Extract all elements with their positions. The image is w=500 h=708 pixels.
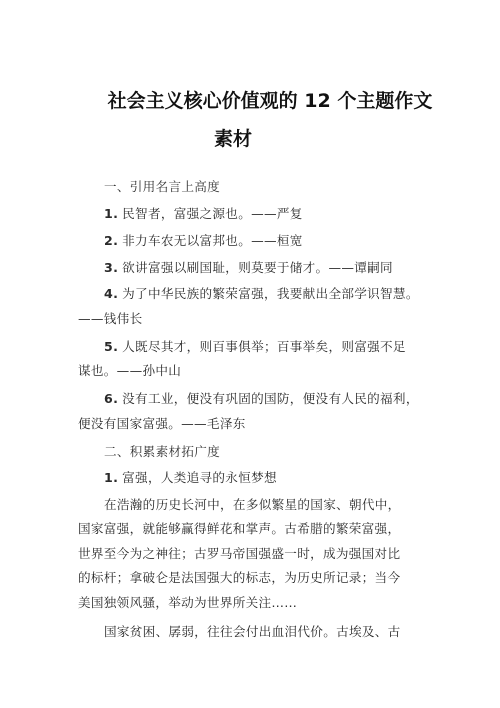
quote-6-text: 没有工业，便没有巩固的国防，便没有人民的福利， <box>122 391 419 406</box>
subsection-1-heading <box>104 467 277 486</box>
quote-5-text: 人既尽其才，则百事俱举；百事举矣，则富强不足 <box>122 339 406 354</box>
document-title-line-1: 社会主义核心价值观的 12 个主题作文 <box>107 90 433 112</box>
section-2-heading: 二、积累素材拓广度 <box>104 444 221 459</box>
quote-6-continuation: 便没有国家富强。——毛泽东 <box>78 416 246 431</box>
quote-4-text: 为了中华民族的繁荣富强，我要献出全部学识智慧。 <box>122 286 419 301</box>
quote-5-number: 5. <box>104 339 119 354</box>
quote-1-text: 民智者，富强之源也。——严复 <box>122 206 303 221</box>
quote-6 <box>104 388 419 407</box>
quote-5-continuation: 谋也。——孙中山 <box>78 363 182 378</box>
paragraph-1-line-2: 国家富强，就能够赢得鲜花和掌声。古希腊的繁荣富强， <box>78 521 401 536</box>
quote-5 <box>104 336 406 355</box>
quote-3 <box>104 257 393 276</box>
quote-4-continuation: ——钱伟长 <box>78 311 143 326</box>
quote-4 <box>104 283 419 302</box>
quote-2-text: 非力车农无以富邦也。——桓宽 <box>122 233 303 248</box>
paragraph-1-line-1: 在浩瀚的历史长河中，在多似繁星的国家、朝代中， <box>104 497 401 512</box>
paragraph-1-line-3: 世界至今为之神往；古罗马帝国强盛一时，成为强国对比 <box>78 546 401 561</box>
paragraph-1-line-5: 美国独领风骚，举动为世界所关注…… <box>78 595 298 610</box>
quote-3-text: 欲讲富强以刷国耻，则莫要于储才。——谭嗣同 <box>122 260 393 275</box>
quote-1 <box>104 203 303 222</box>
section-1-heading: 一、引用名言上高度 <box>104 179 221 194</box>
paragraph-1-line-4: 的标杆；拿破仑是法国强大的标志，为历史所记录；当今 <box>78 570 401 585</box>
paragraph-2-line-1: 国家贫困、孱弱，往往会付出血泪代价。古埃及、古 <box>104 624 401 639</box>
document-title-line-2: 素材 <box>214 128 253 150</box>
quote-6-number: 6. <box>104 391 119 406</box>
quote-1-number: 1. <box>104 206 119 221</box>
subsection-1-text: 富强，人类追寻的永恒梦想 <box>122 470 277 485</box>
quote-3-number: 3. <box>104 260 119 275</box>
subsection-1-number: 1. <box>104 470 119 485</box>
quote-2 <box>104 230 303 249</box>
quote-2-number: 2. <box>104 233 119 248</box>
quote-4-number: 4. <box>104 286 119 301</box>
